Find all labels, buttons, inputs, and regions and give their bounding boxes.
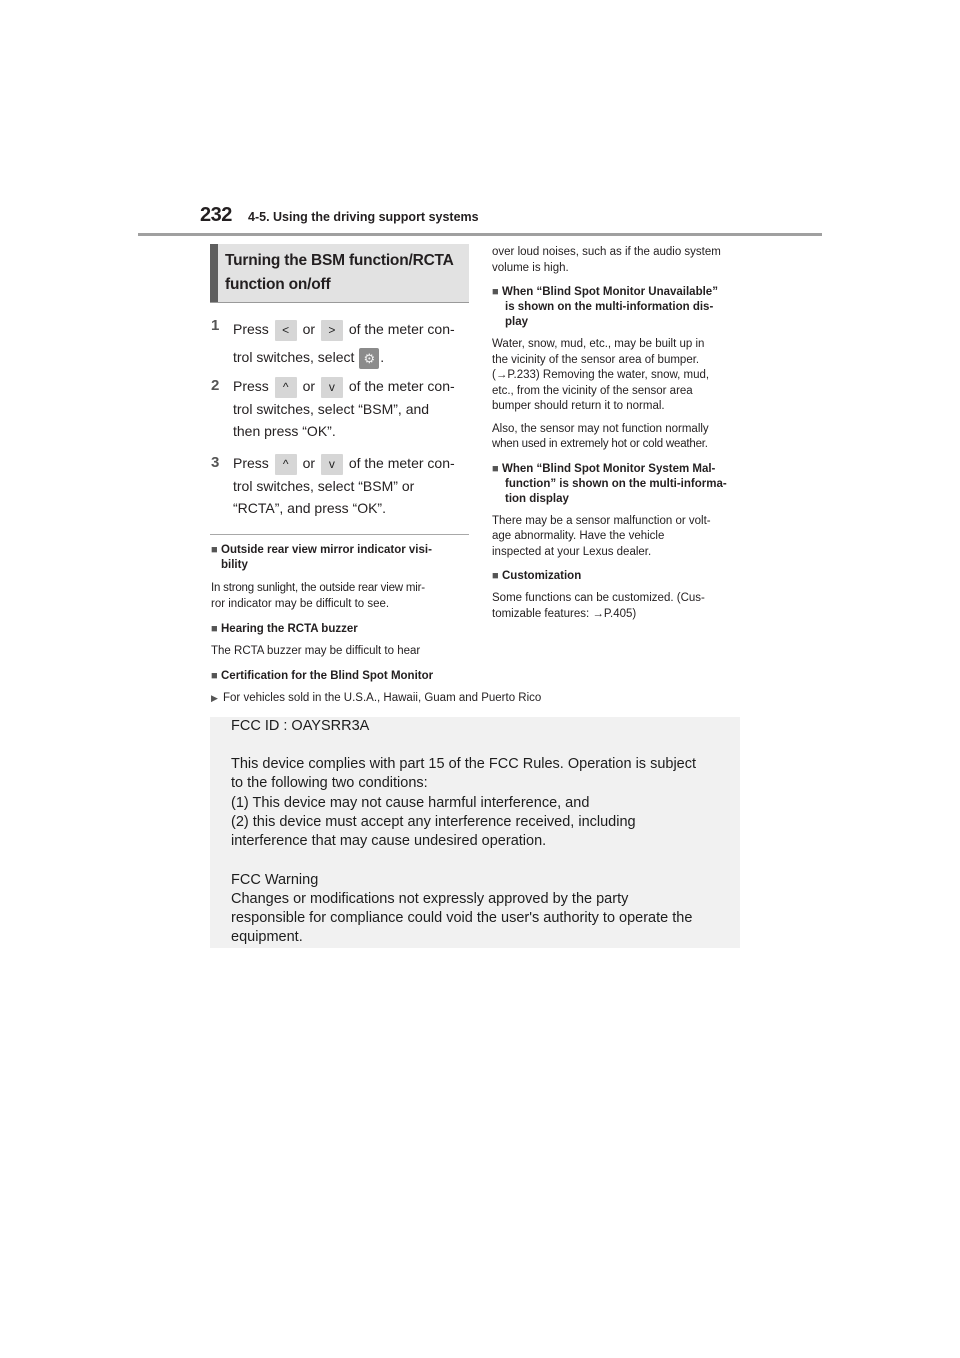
fcc-line: FCC ID : OAYSRR3A xyxy=(231,718,370,734)
fcc-line: Changes or modifications not expressly approved by the party xyxy=(231,891,629,907)
left-key-icon: < xyxy=(275,320,297,341)
notes-divider xyxy=(210,534,469,535)
square-bullet-icon: ■ xyxy=(211,544,218,556)
step-number: 3 xyxy=(211,454,220,471)
down-key-icon: v xyxy=(321,377,343,398)
step-2: 2 Press ^ or v of the meter con- trol switches, select “BSM”, and then press “OK”. xyxy=(211,377,455,439)
down-key-icon: v xyxy=(321,454,343,475)
gear-icon: ⚙ xyxy=(359,348,379,369)
step-1: 1 Press < or > of the meter con- trol switches, select ⚙ . xyxy=(211,315,469,373)
step-number: 1 xyxy=(211,317,220,334)
fcc-line: equipment. xyxy=(231,929,303,945)
up-key-icon: ^ xyxy=(275,377,297,398)
step-3: 3 Press ^ or v of the meter con- trol switches, select “BSM” or “RCTA”, and press “OK”. xyxy=(211,454,455,516)
square-bullet-icon: ■ xyxy=(492,286,499,298)
region-note: ▶ For vehicles sold in the U.S.A., Hawaii, Guam and Puerto Rico xyxy=(211,691,751,707)
header-divider xyxy=(138,233,822,236)
note-rcta-buzzer: ■ Hearing the RCTA buzzer The RCTA buzzer may be difficult to hear xyxy=(211,623,421,657)
section-title: 4-5. Using the driving support systems xyxy=(248,210,479,224)
note-customization: ■ Customization Some functions can be customized. (Cus- tomizable features: →P.405) xyxy=(492,570,705,620)
fcc-statement-image xyxy=(210,717,740,948)
square-bullet-icon: ■ xyxy=(211,623,218,635)
triangle-right-icon: ▶ xyxy=(211,693,218,703)
heading-underline xyxy=(210,302,469,303)
heading-text: Turning the BSM function/RCTA function on/off xyxy=(225,252,454,293)
step-number: 2 xyxy=(211,377,220,394)
square-bullet-icon: ■ xyxy=(211,670,218,682)
up-key-icon: ^ xyxy=(275,454,297,475)
fcc-line: (1) This device may not cause harmful interference, and xyxy=(231,795,590,811)
note-mirror-indicator: ■ Outside rear view mirror indicator visi- bility In strong sunlight, the outside rear view mir- ror indicator may be difficult to see. xyxy=(211,544,432,610)
fcc-line: (2) this device must accept any interference received, including xyxy=(231,814,636,830)
square-bullet-icon: ■ xyxy=(492,462,499,475)
note-certification: ■ Certification for the Blind Spot Monitor xyxy=(211,670,434,682)
heading-accent-bar xyxy=(210,244,218,302)
page-number: 232 xyxy=(200,204,232,226)
fcc-line: to the following two conditions: xyxy=(231,775,428,791)
section-heading xyxy=(210,244,469,302)
right-key-icon: > xyxy=(321,320,343,341)
note-bsm-unavailable: ■ When “Blind Spot Monitor Unavailable” is shown on the multi-information dis- play Water, snow, mud, etc., may be built up in the vicinity of the sensor area of bumper. (→P.233) Removing the water, snow, mud, etc., from the vicinity of the sensor area bumper should return it to normal. Also, the sensor may not function normally when used in extremely hot or cold weather. xyxy=(492,286,718,450)
fcc-line: FCC Warning xyxy=(231,872,319,888)
fcc-line: interference that may cause undesired operation. xyxy=(231,833,547,849)
right-column: over loud noises, such as if the audio system volume is high. ■ When “Blind Spot Monitor Unavailable” is shown on the multi-information dis- play Water, snow, mud, etc., may be built up in the vicinity of the sensor area of bumper. (→P.233) Removing the water, snow, mud, etc., from the vicinity of the sensor area bumper should return it to normal. Also, the sensor may not function normally when used in extremely hot or cold weather. ■ When “Blind Spot Monitor System Mal- function” is shown on the multi-informa- tion display There may be a sensor malfunction or volt- age abnormality. Have the vehicle inspected at your Lexus dealer. ■ Customization Some functions can be customized. (Cus- tomizable features: →P.405) xyxy=(492,245,754,622)
square-bullet-icon: ■ xyxy=(492,570,499,582)
note-bsm-malfunction: ■ When “Blind Spot Monitor System Mal- function” is shown on the multi-informa- tion display There may be a sensor malfunction or volt- age abnormality. Have the vehicle inspected at your Lexus dealer. xyxy=(492,462,727,558)
fcc-line: responsible for compliance could void the user's authority to operate the xyxy=(231,910,693,926)
fcc-line: This device complies with part 15 of the FCC Rules. Operation is subject xyxy=(231,756,697,772)
